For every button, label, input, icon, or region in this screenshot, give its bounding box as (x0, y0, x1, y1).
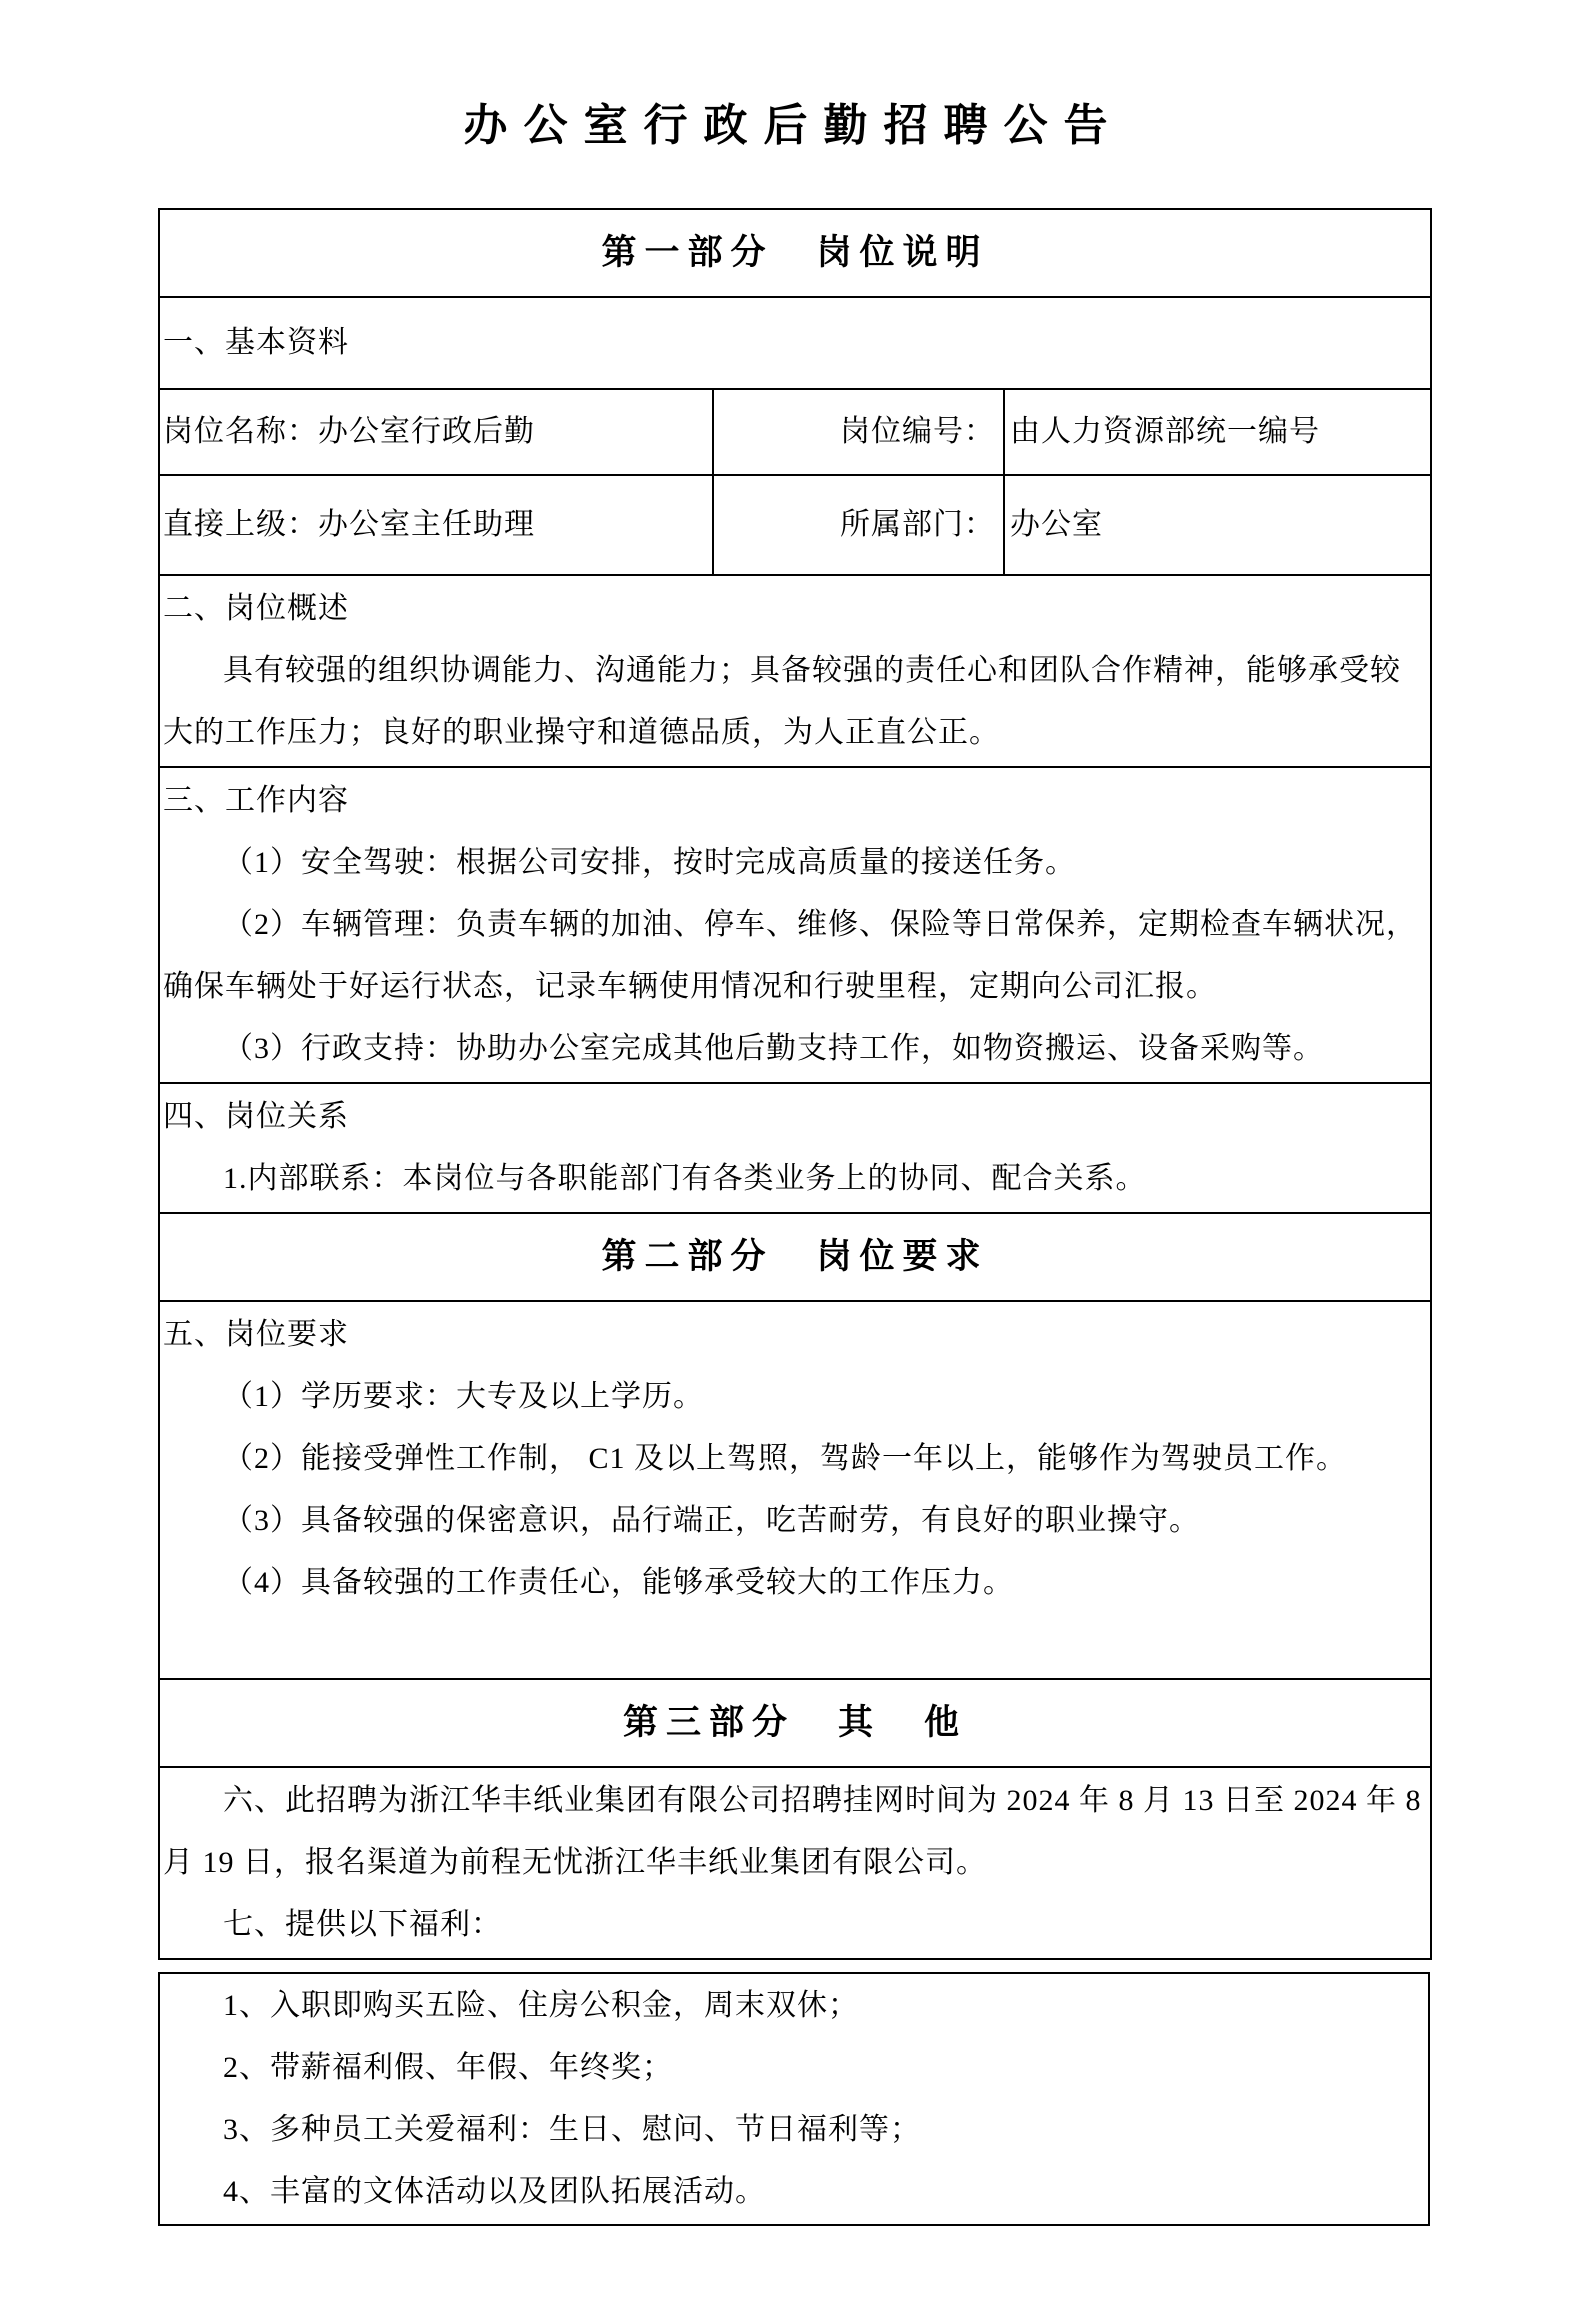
supervisor-cell: 直接上级：办公室主任助理 (159, 475, 713, 575)
requirement-item: （3）具备较强的保密意识，品行端正，吃苦耐劳，有良好的职业操守。 (223, 1504, 1200, 1537)
job-number-label-cell: 岗位编号： (713, 389, 1004, 475)
table-row-part1 (159, 209, 1431, 297)
benefits-cell (159, 1973, 1429, 2225)
part2-header: 第二部分 岗位要求 (159, 1213, 1431, 1301)
job-name-cell: 岗位名称：办公室行政后勤 (159, 389, 713, 475)
table-row-overview (159, 575, 1431, 767)
table-row-other (159, 1767, 1431, 1959)
table-row-job-name (159, 389, 1431, 475)
document-title: 办公室行政后勤招聘公告 (463, 101, 1124, 150)
duty-item: （2）车辆管理：负责车辆的加油、停车、维修、保险等日常保养，定期检查车辆状况，确保车辆处于好运行状态，记录车辆使用情况和行驶里程，定期向公司汇报。 (163, 908, 1417, 1003)
requirement-item: （1）学历要求：大专及以上学历。 (223, 1380, 704, 1413)
duties-cell (159, 767, 1431, 1083)
table-row-benefits (159, 1973, 1429, 2225)
table-row-part3 (159, 1679, 1431, 1767)
duty-item: （1）安全驾驶：根据公司安排，按时完成高质量的接送任务。 (223, 846, 1076, 879)
part1-header: 第一部分 岗位说明 (159, 209, 1431, 297)
benefit-item: 1、入职即购买五险、住房公积金，周末双休； (223, 1989, 859, 2022)
duties-heading: 三、工作内容 (163, 784, 349, 817)
table-row-duties (159, 767, 1431, 1083)
relation-item: 1.内部联系：本岗位与各职能部门有各类业务上的协同、配合关系。 (223, 1162, 1147, 1195)
table-row-basic-info (159, 297, 1431, 389)
table-row-relations (159, 1083, 1431, 1213)
job-description-table (158, 208, 1432, 1960)
benefit-item: 3、多种员工关爱福利：生日、慰问、节日福利等； (223, 2113, 921, 2146)
relations-heading: 四、岗位关系 (163, 1100, 349, 1133)
overview-heading: 二、岗位概述 (163, 592, 349, 625)
part3-header: 第三部分 其 他 (159, 1679, 1431, 1767)
basic-info-heading: 一、基本资料 (159, 297, 1431, 389)
duty-item: （3）行政支持：协助办公室完成其他后勤支持工作，如物资搬运、设备采购等。 (223, 1032, 1324, 1065)
department-value-cell: 办公室 (1004, 475, 1431, 575)
job-number-value-cell: 由人力资源部统一编号 (1004, 389, 1431, 475)
other-paragraph: 七、提供以下福利： (223, 1908, 502, 1941)
requirements-cell (159, 1301, 1431, 1679)
benefit-item: 4、丰富的文体活动以及团队拓展活动。 (223, 2175, 766, 2208)
other-paragraph: 六、此招聘为浙江华丰纸业集团有限公司招聘挂网时间为 2024 年 8 月 13 日至 2024 年 8 月 19 日，报名渠道为前程无忧浙江华丰纸业集团有限公司。 (163, 1784, 1422, 1879)
benefit-item: 2、带薪福利假、年假、年终奖； (223, 2051, 673, 2084)
table-row-supervisor (159, 475, 1431, 575)
requirement-item: （4）具备较强的工作责任心，能够承受较大的工作压力。 (223, 1566, 1014, 1599)
table-row-requirements (159, 1301, 1431, 1679)
other-cell (159, 1767, 1431, 1959)
requirements-heading: 五、岗位要求 (163, 1318, 349, 1351)
overview-cell (159, 575, 1431, 767)
overview-paragraph: 具有较强的组织协调能力、沟通能力；具备较强的责任心和团队合作精神，能够承受较大的工作压力；良好的职业操守和道德品质，为人正直公正。 (163, 654, 1401, 749)
table-row-part2 (159, 1213, 1431, 1301)
relations-cell (159, 1083, 1431, 1213)
department-label-cell: 所属部门： (713, 475, 1004, 575)
benefits-table (158, 1972, 1430, 2226)
requirement-item: （2）能接受弹性工作制， C1 及以上驾照，驾龄一年以上，能够作为驾驶员工作。 (223, 1442, 1348, 1475)
